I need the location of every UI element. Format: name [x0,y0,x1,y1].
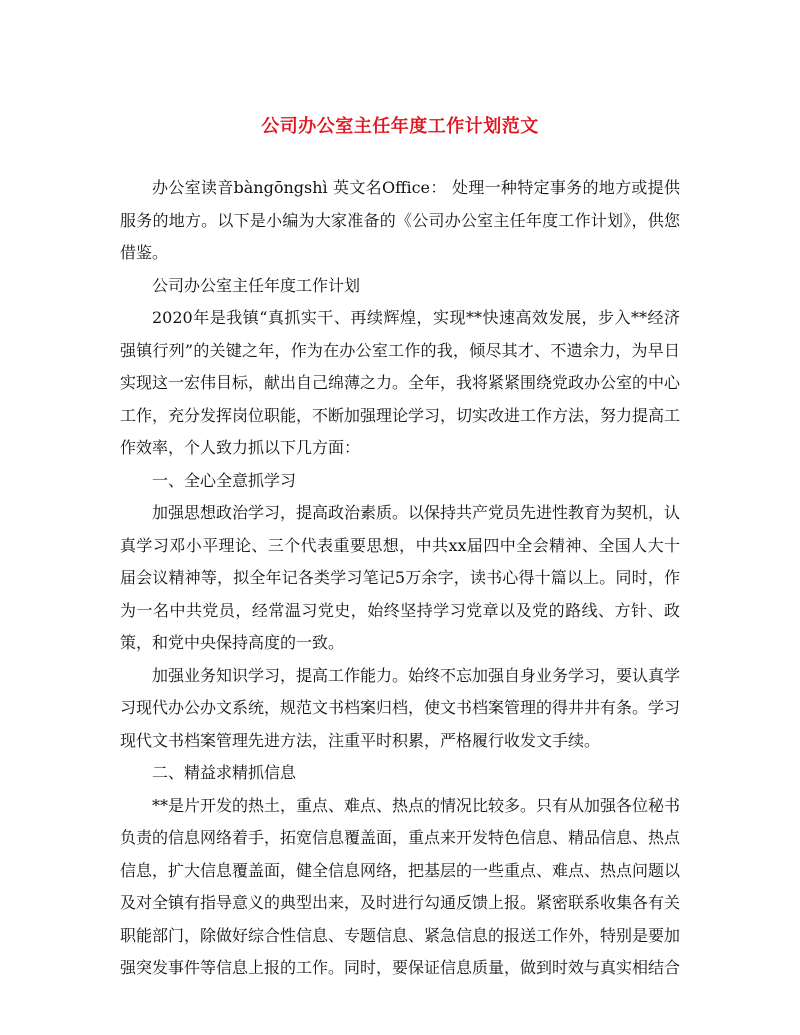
section-heading-study: 一、全心全意抓学习 [152,470,297,490]
section-heading-information: 二、精益求精抓信息 [152,763,297,782]
document-title: 公司办公室主任年度工作计划范文 [261,116,539,137]
information-paragraph: **是片开发的热土，重点、难点、热点的情况比较多。只有从加强各位秘书负责的信息网络着手，拓宽信息覆盖面，重点来开发特色信息、精品信息、热点信息，扩大信息覆盖面，健全信息网络，把基层的一些重点、难点、热点问题以及对全镇有指导意义的典型出来，及时进行勾通反馈上报。紧密联系收集各有关职能部门，除做好综合性信息、专题信息、紧急信息的报送工作外，特别是要加强突发事件等信息上报的工作。同时，要保证信息质量，做到时效与真实相结合 [120,795,681,977]
intro-paragraph: 办公室读音bàngōngshì 英文名Office： 处理一种特定事务的地方或提供服务的地方。以下是小编为大家准备的《公司办公室主任年度工作计划》，供您借鉴。 [120,178,680,262]
plan-subtitle: 公司办公室主任年度工作计划 [152,275,361,295]
study-paragraph-business: 加强业务知识学习，提高工作能力。始终不忘加强自身业务学习，要认真学习现代办公办文系统，规范文书档案归档，使文书档案管理的得井井有条。学习现代文书档案管理先进方法，注重平时积累，严格履行收发文手续。 [120,665,681,750]
document-body [120,172,680,985]
study-paragraph-political: 加强思想政治学习，提高政治素质。以保持共产党员先进性教育为契机，认真学习邓小平理论、三个代表重要思想，中共xx届四中全会精神、全国人大十届会议精神等，拟全年记各类学习笔记5万余字，读书心得十篇以上。同时，作为一名中共党员，经常温习党史，始终坚持学习党章以及党的路线、方针、政策，和党中央保持高度的一致。 [120,503,681,652]
overview-paragraph: 2020年是我镇“真抓实干、再续辉煌，实现**快速高效发展，步入**经济强镇行列”的关键之年，作为在办公室工作的我，倾尽其才、不遗余力，为早日实现这一宏伟目标，献出自己绵薄之力。全年，我将紧紧围绕党政办公室的中心工作，充分发挥岗位职能，不断加强理论学习，切实改进工作方法，努力提高工作效率，个人致力抓以下几方面： [120,308,681,457]
